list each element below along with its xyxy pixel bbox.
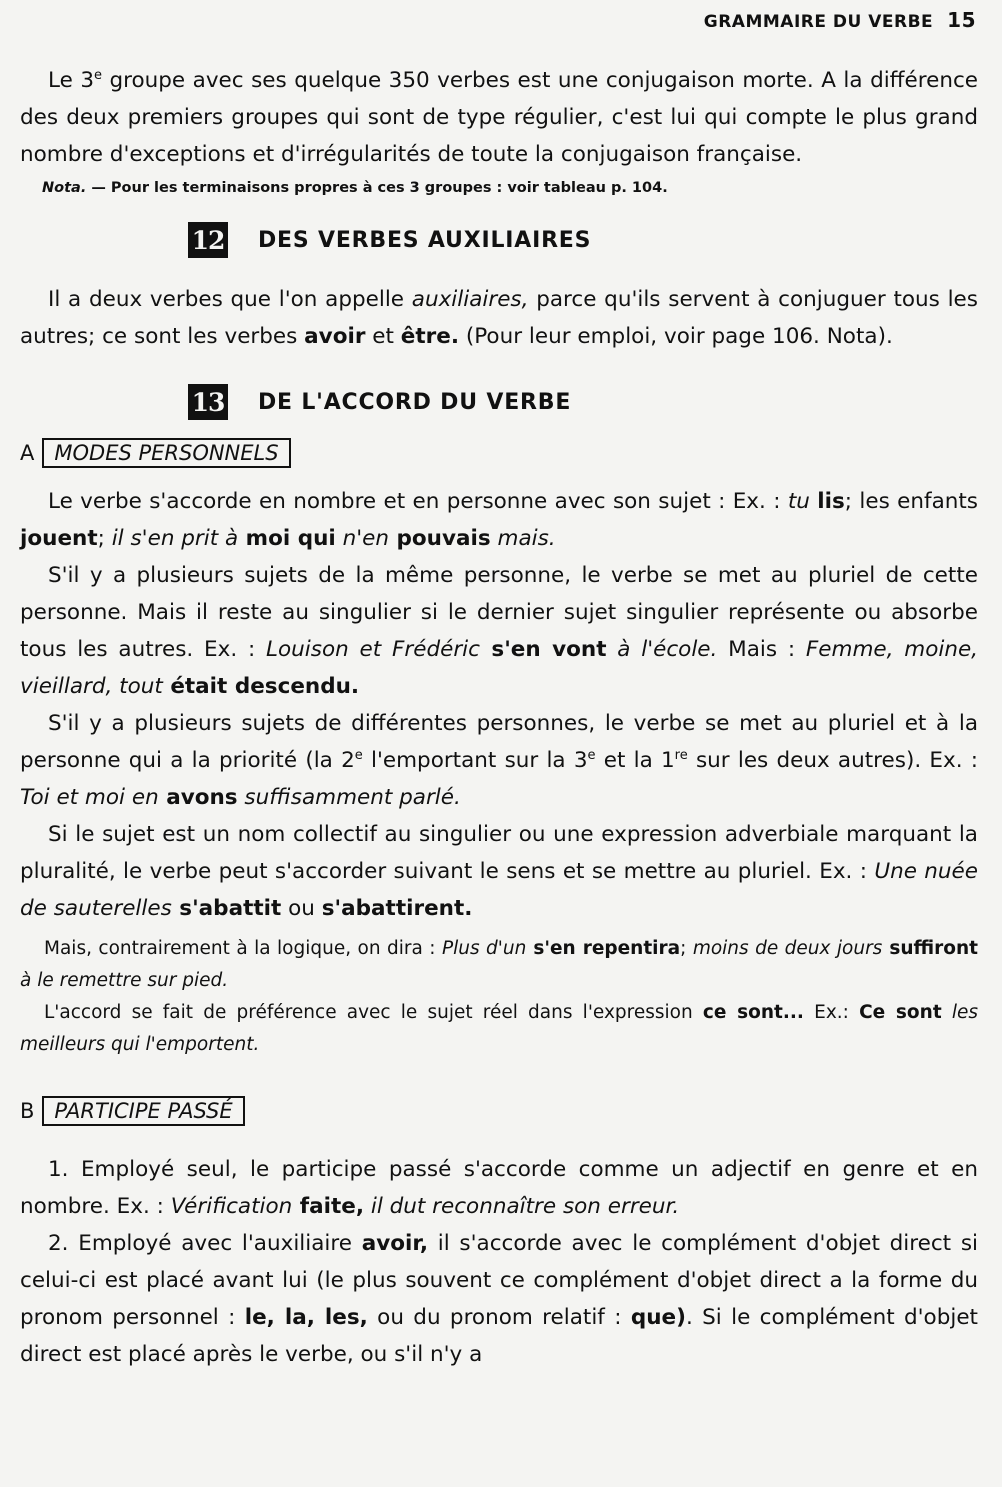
subsection-a-label: MODES PERSONNELS — [42, 438, 290, 468]
accord-paragraph-5: Mais, contrairement à la logique, on dira : Plus d'un s'en repentira; moins de deux jours suffiront à le remettre sur pied. — [20, 938, 978, 991]
accord-paragraph-1: Le verbe s'accorde en nombre et en personne avec son sujet : Ex. : tu lis; les enfants jouent; il s'en prit à moi qui n'en pouvais mais. — [20, 489, 978, 551]
running-header — [704, 8, 976, 32]
subsection-a-heading — [20, 433, 978, 473]
page-number: 15 — [947, 8, 976, 32]
subsection-b-label: PARTICIPE PASSÉ — [42, 1096, 244, 1126]
section-13-heading — [188, 379, 978, 425]
participe-paragraph-1: 1. Employé seul, le participe passé s'accorde comme un adjectif en genre et en nombre. Ex. : Vérification faite, il dut reconnaître son erreur. — [20, 1157, 978, 1219]
subsection-a-letter: A — [20, 441, 35, 465]
page-content — [20, 62, 978, 1373]
intro-paragraph: Le 3e groupe avec ses quelque 350 verbes est une conjugaison morte. A la différence des deux premiers groupes qui sont de type régulier, c'est lui qui compte le plus grand nombre d'exceptions et d'irrégularités de toute la conjugaison française. — [20, 67, 978, 167]
nota-note: Nota. — Pour les terminaisons propres à ces 3 groupes : voir tableau p. 104. — [42, 180, 668, 196]
section-number-12: 12 — [188, 222, 228, 258]
participe-paragraph-2: 2. Employé avec l'auxiliaire avoir, il s'accorde avec le complément d'objet direct si celui-ci est placé avant lui (le plus souvent ce complément d'objet direct a la forme du pronom personnel : le, la, les, ou du pronom relatif : que). Si le complément d'objet direct est placé après le verbe, ou s'il n'y a — [20, 1231, 978, 1367]
section-13-title: DE L'ACCORD DU VERBE — [258, 389, 572, 415]
section-number-13: 13 — [188, 384, 228, 420]
accord-paragraph-2: S'il y a plusieurs sujets de la même personne, le verbe se met au pluriel de cette personne. Mais il reste au singulier si le dernier sujet singulier représente ou absorbe tous les autres. Ex. : Louison et Frédéric s'en vont à l'école. Mais : Femme, moine, vieillard, tout était descendu. — [20, 563, 979, 699]
header-title: GRAMMAIRE DU VERBE — [703, 12, 934, 32]
accord-paragraph-3: S'il y a plusieurs sujets de différentes personnes, le verbe se met au pluriel et à la personne qui a la priorité (la 2e l'emportant sur la 3e et la 1re sur les deux autres). Ex. : Toi et moi en avons suffisamment parlé. — [20, 711, 978, 810]
accord-paragraph-6: L'accord se fait de préférence avec le sujet réel dans l'expression ce sont... Ex.: Ce sont les meilleurs qui l'emportent. — [20, 1002, 978, 1055]
accord-paragraph-4: Si le sujet est un nom collectif au singulier ou une expression adverbiale marquant la pluralité, le verbe peut s'accorder suivant le sens et se mettre au pluriel. Ex. : Une nuée de sauterelles s'abattit ou s'abattirent. — [20, 822, 978, 921]
section-12-title: DES VERBES AUXILIAIRES — [258, 227, 592, 253]
section-12-heading — [188, 217, 978, 263]
auxiliaires-paragraph: Il a deux verbes que l'on appelle auxiliaires, parce qu'ils servent à conjuguer tous les autres; ce sont les verbes avoir et être. (Pour leur emploi, voir page 106. Nota). — [20, 287, 978, 349]
subsection-b-letter: B — [20, 1099, 35, 1123]
subsection-b-heading — [20, 1091, 978, 1131]
